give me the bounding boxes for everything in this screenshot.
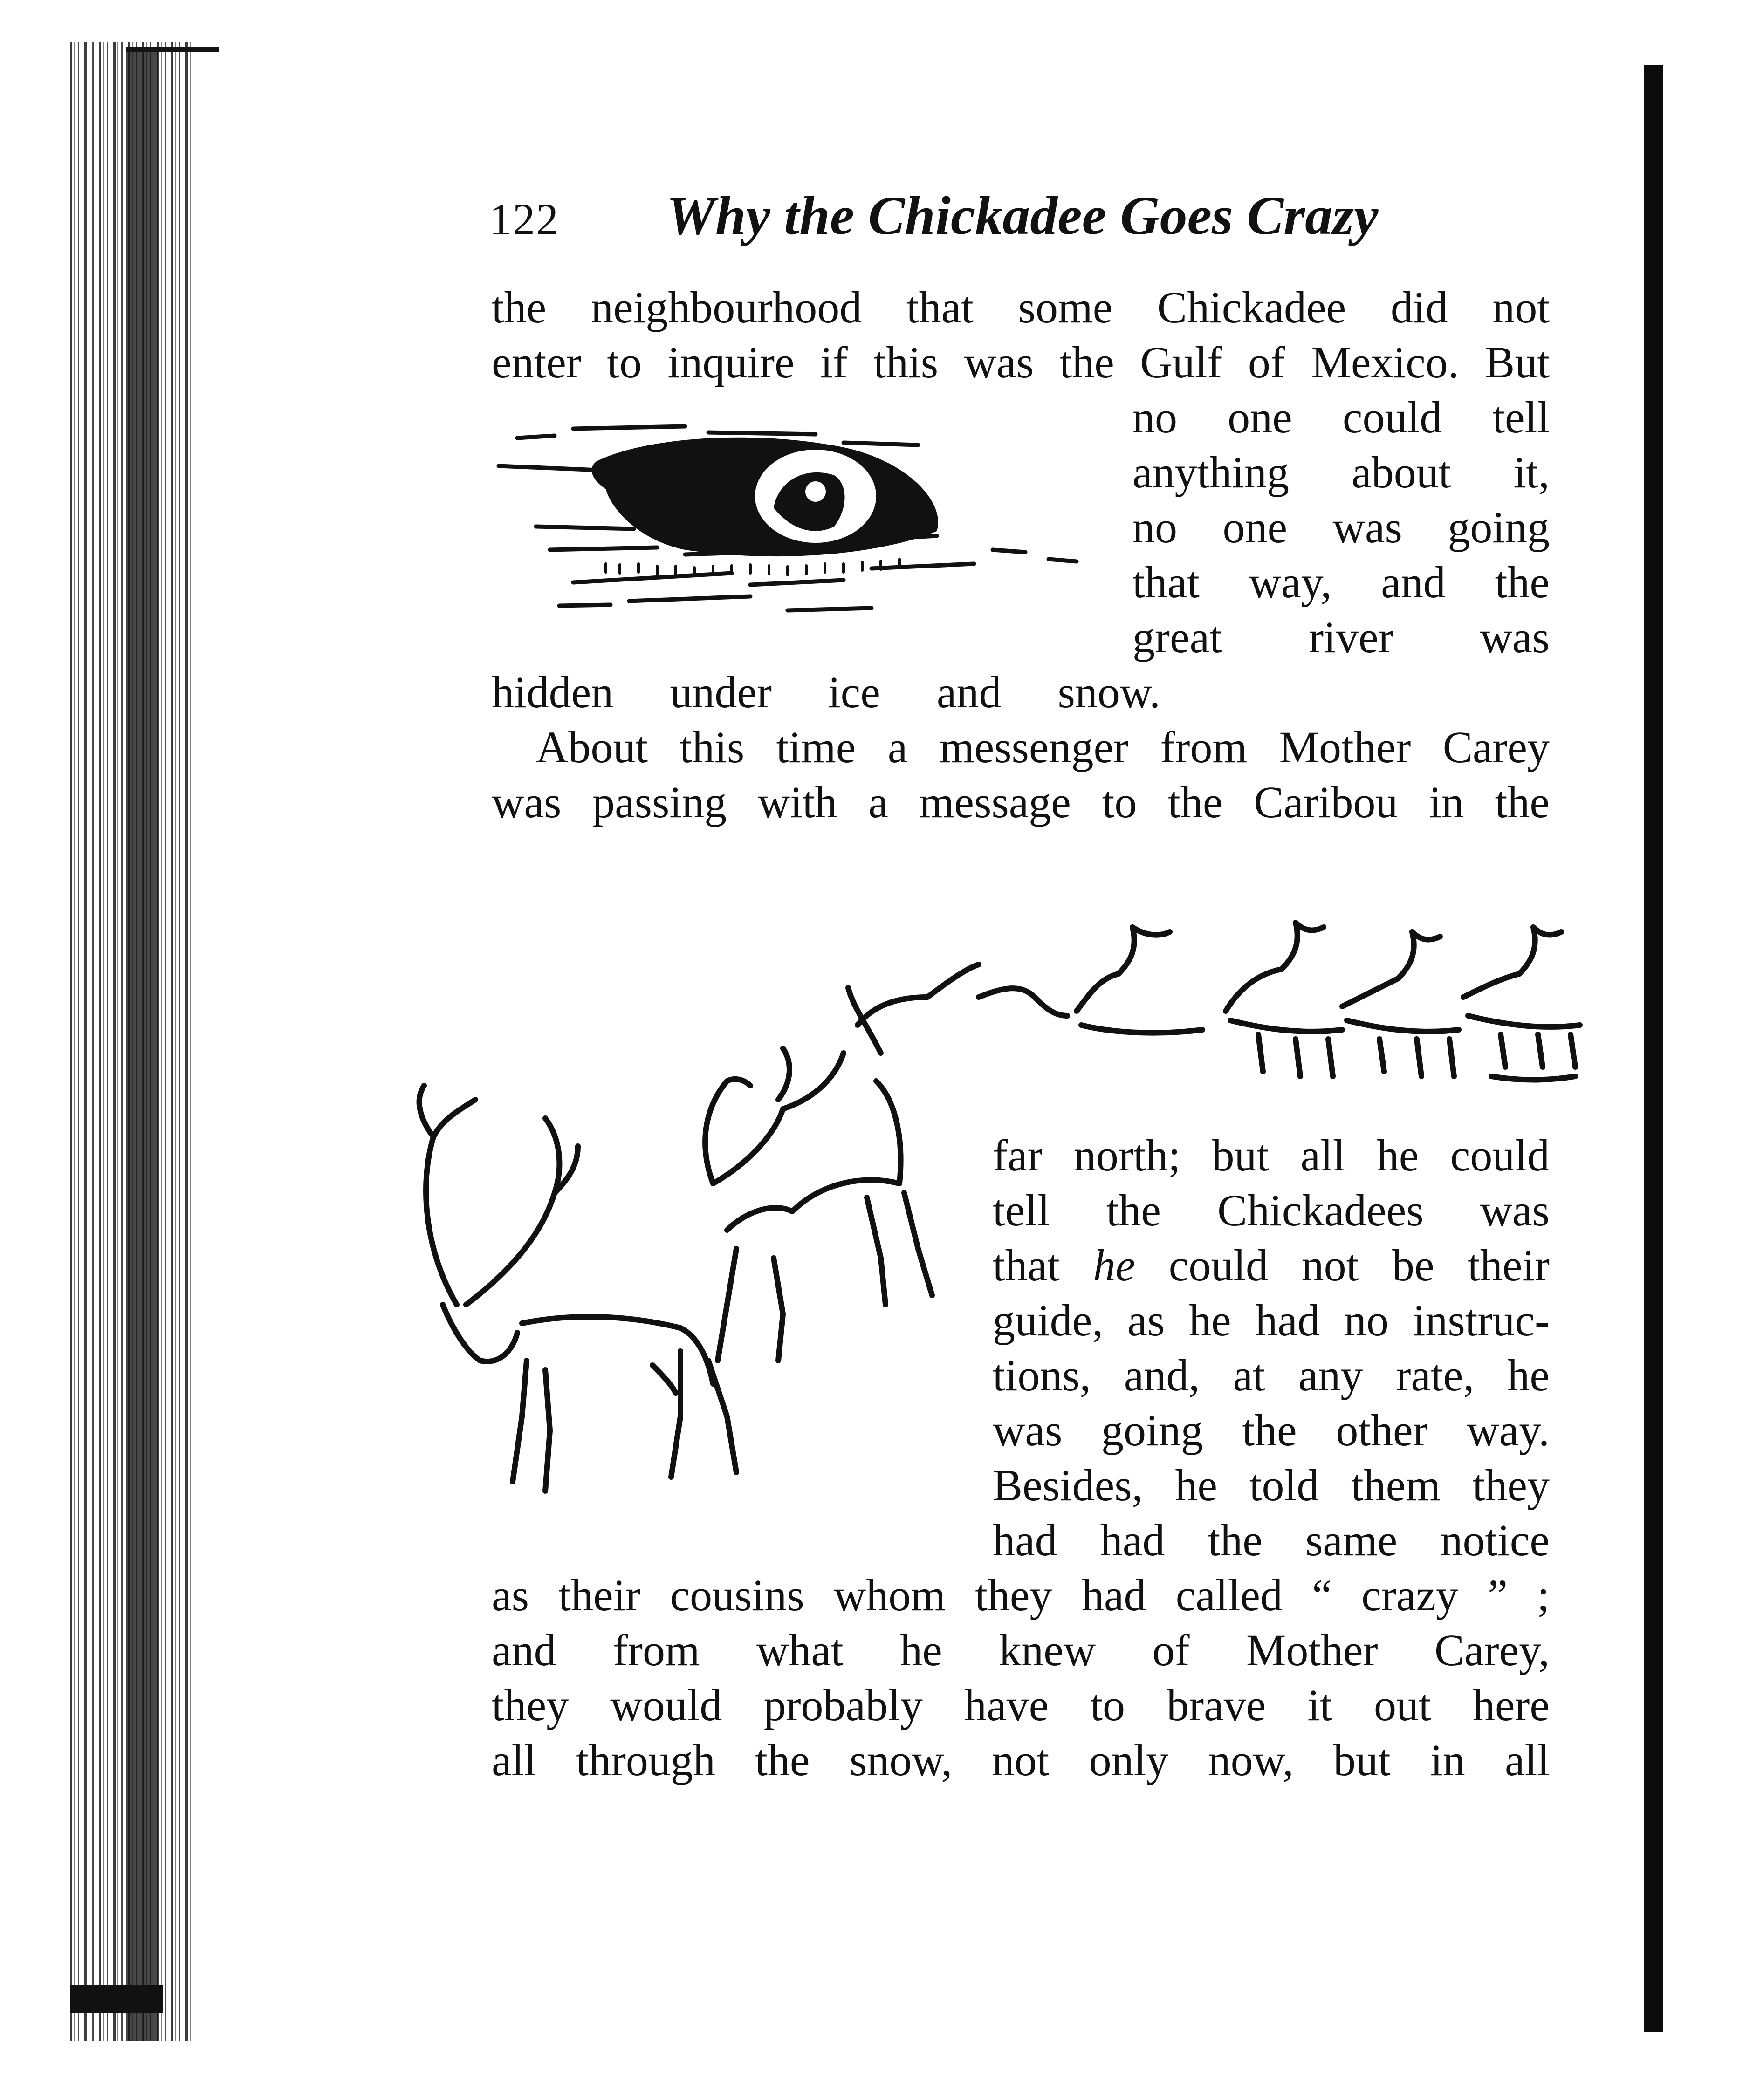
text-line: had had the same notice	[993, 1515, 1550, 1565]
text-line: tions, and, at any rate, he	[993, 1350, 1550, 1400]
text-line: as their cousins whom they had called “ crazy ” ;	[492, 1570, 1550, 1620]
running-header	[489, 184, 1435, 254]
chickadee-in-snow-hollow-icon	[489, 410, 1100, 629]
text-line: guide, as he had no instruc-	[993, 1295, 1550, 1345]
text-line: was going the other way.	[993, 1405, 1550, 1455]
text-line: About this time a messenger from Mother Carey	[536, 722, 1550, 772]
scanned-corner-mark	[126, 47, 219, 52]
scanned-binding-shadow	[126, 51, 158, 2041]
caribou-herd-migrating-icon	[326, 857, 1678, 1547]
running-title: Why the Chickadee Goes Crazy	[666, 185, 1379, 246]
text-line: great river was	[1132, 612, 1550, 662]
text-line: no one was going	[1132, 502, 1550, 552]
text-line: all through the snow, not only now, but in all	[492, 1735, 1550, 1785]
text-line: anything about it,	[1132, 447, 1550, 497]
text-run: that	[993, 1240, 1093, 1290]
text-line: far north; but all he could	[993, 1130, 1550, 1180]
text-line: was passing with a message to the Caribou in the	[492, 777, 1550, 827]
text-line: they would probably have to brave it out here	[492, 1680, 1550, 1730]
text-line: Besides, he told them they	[993, 1460, 1550, 1510]
text-line: enter to inquire if this was the Gulf of Mexico. But	[492, 337, 1550, 387]
text-line: the neighbourhood that some Chickadee did not	[492, 282, 1550, 332]
emphasis-he: he	[1093, 1240, 1136, 1290]
text-line: and from what he knew of Mother Carey,	[492, 1625, 1550, 1675]
page-number: 122	[489, 194, 559, 244]
text-line: hidden under ice and snow.	[492, 667, 1160, 717]
text-line: no one could tell	[1132, 392, 1550, 442]
text-line: that way, and the	[1132, 557, 1550, 607]
scanned-corner-mark-bottom	[70, 1985, 163, 2013]
text-run: could not be their	[1135, 1240, 1550, 1290]
text-line: tell the Chickadees was	[993, 1185, 1550, 1235]
